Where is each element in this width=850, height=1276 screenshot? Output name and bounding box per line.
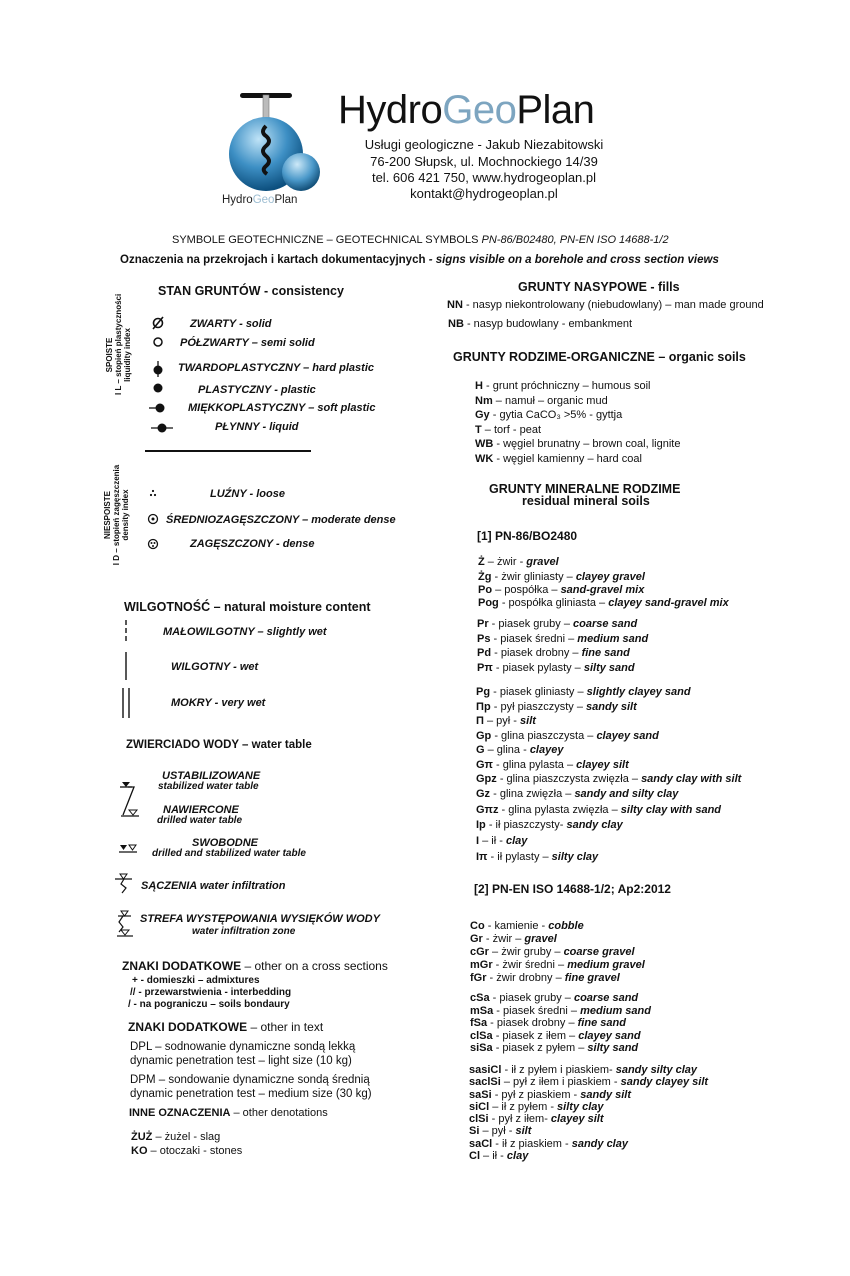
- soil-item: Gp - glina piaszczysta – clayey sand: [476, 729, 659, 742]
- auger-globe-icon: [218, 88, 328, 198]
- soil-item: I – ił - clay: [476, 835, 528, 847]
- filled-dot-icon: [152, 382, 164, 394]
- extra-text-item: DPM – sondowanie dynamiczne sondą średnią dynamic penetration test – medium size (30 kg): [130, 1074, 372, 1100]
- organic-item: H - grunt próchniczny – humous soil: [475, 380, 651, 392]
- mineral-group-6: [469, 1064, 708, 1162]
- density-item: LUŹNY - loose: [210, 488, 285, 500]
- standard-1-heading: [1] PN-86/BO2480: [477, 529, 578, 543]
- water-infiltration-icon: [113, 873, 135, 895]
- mineral-group-3: [476, 685, 741, 864]
- slashed-circle-icon: [150, 316, 166, 330]
- company-email[interactable]: kontakt@hydrogeoplan.pl: [410, 186, 558, 201]
- non-cohesive-side-label: NIESPOISTE I D – stopień zagęszczenia density index: [103, 464, 130, 566]
- soil-item: Ip - ił piaszczysty- sandy clay: [476, 818, 623, 831]
- consistency-item: ZWARTY - solid: [190, 318, 272, 330]
- moisture-item: WILGOTNY - wet: [171, 661, 259, 673]
- moisture-item: MOKRY - very wet: [171, 697, 266, 709]
- soil-item: mGr - żwir średni – medium gravel: [470, 959, 645, 971]
- soil-item: Gπ - glina pylasta – clayey silt: [476, 758, 629, 771]
- soil-item: sasiCl - ił z pyłem i piaskiem- sandy silty clay: [469, 1064, 698, 1076]
- mineral-subheading: residual mineral soils: [522, 494, 650, 508]
- soil-item: Si – pył - silt: [469, 1125, 532, 1138]
- moisture-heading: WILGOTNOŚĆ – natural moisture content: [124, 600, 371, 614]
- document-subtitle: Oznaczenia na przekrojach i kartach dokumentacyjnych - signs visible on a borehole and cross section views: [120, 254, 719, 266]
- document-title: SYMBOLE GEOTECHNICZNE – GEOTECHNICAL SYMBOLS PN-86/B02480, PN-EN ISO 14688-1/2: [172, 234, 669, 246]
- soil-item: cSa - piasek gruby – coarse sand: [470, 992, 639, 1004]
- stabilized-drilled-water-table-icon: [118, 782, 142, 822]
- organic-item: Nm – namuł – organic mud: [475, 394, 608, 407]
- mineral-group-4: [470, 920, 645, 985]
- dot-left-tick-icon: [148, 402, 166, 414]
- consistency-item: PÓŁZWARTY – semi solid: [180, 337, 315, 349]
- water-table-item-title: USTABILIZOWANE: [162, 770, 261, 782]
- soil-item: Po – pospółka – sand-gravel mix: [478, 584, 645, 596]
- water-table-item-title: STREFA WYSTĘPOWANIA WYSIĘKÓW WODY: [140, 913, 380, 925]
- mineral-group-1: [478, 555, 729, 611]
- brand-title: HydroGeoPlan: [338, 88, 595, 132]
- soil-item: clSi - pył z iłem- clayey silt: [469, 1113, 604, 1126]
- consistency-item: MIĘKKOPLASTYCZNY – soft plastic: [188, 402, 376, 414]
- soil-item: siSa - piasek z pyłem – silty sand: [470, 1042, 639, 1054]
- water-table-heading: ZWIERCIADO WODY – water table: [126, 739, 312, 751]
- soil-item: Iπ - ił pylasty – silty clay: [476, 850, 599, 863]
- water-table-item-sub: drilled water table: [157, 815, 243, 826]
- water-infiltration-zone-icon: [114, 910, 136, 938]
- soil-item: Pg - piasek gliniasty – slightly clayey sand: [476, 686, 691, 698]
- standard-2-heading: [2] PN-EN ISO 14688-1/2; Ap2:2012: [474, 882, 671, 896]
- dashed-line-icon: [123, 620, 129, 642]
- dot-horizontal-line-icon: [150, 422, 174, 434]
- double-line-icon: [121, 688, 131, 718]
- organic-list: [475, 379, 680, 466]
- fills-item: NN - nasyp niekontrolowany (niebudowlany) – man made ground: [447, 299, 764, 311]
- soil-item: Gz - glina zwięzła – sandy and silty clay: [476, 787, 679, 800]
- company-phone-web[interactable]: tel. 606 421 750, www.hydrogeoplan.pl: [371, 170, 597, 185]
- soil-item: fSa - piasek drobny – fine sand: [470, 1017, 626, 1029]
- water-table-item-title: SĄCZENIA water infiltration: [141, 880, 286, 892]
- other-heading: INNE OZNACZENIA – other denotations: [129, 1107, 328, 1119]
- organic-item: T – torf - peat: [475, 423, 542, 436]
- circle-dot-icon: [147, 513, 159, 525]
- moisture-item: MAŁOWILGOTNY – slightly wet: [163, 626, 327, 638]
- other-item: ŻUŻ – żużel - slag: [131, 1131, 221, 1143]
- other-item: KO – otoczaki - stones: [131, 1145, 243, 1157]
- extra-cross-heading: ZNAKI DODATKOWE – other on a cross sections: [122, 959, 388, 973]
- soil-item: Ż – żwir - gravel: [478, 556, 559, 568]
- organic-heading: GRUNTY RODZIME-ORGANICZNE – organic soils: [453, 350, 746, 364]
- extra-cross-item: / - na pograniczu – soils bondaury: [128, 999, 290, 1010]
- soil-item: Gπz - glina pylasta zwięzła – silty clay with sand: [476, 804, 722, 816]
- free-water-table-icon: [118, 843, 140, 855]
- organic-item: WK - węgiel kamienny – hard coal: [475, 452, 642, 465]
- extra-text-item: DPL – sodnowanie dynamiczne sondą lekką dynamic penetration test – light size (10 kg): [130, 1041, 356, 1067]
- mineral-group-5: [470, 992, 651, 1055]
- soil-item: clSa - piasek z iłem – clayey sand: [470, 1029, 641, 1042]
- consistency-item: TWARDOPLASTYCZNY – hard plastic: [178, 362, 374, 374]
- extra-cross-item: // - przewarstwienia - interbedding: [130, 987, 292, 998]
- soil-item: Pd - piasek drobny – fine sand: [477, 647, 630, 659]
- cohesive-side-label: SPOISTE I L – stopień plastyczności liquidity index: [105, 293, 132, 395]
- company-address: 76-200 Słupsk, ul. Mochnockiego 14/39: [370, 154, 598, 169]
- water-table-item-title: SWOBODNE: [192, 837, 258, 849]
- density-item: ZAGĘSZCZONY - dense: [190, 538, 315, 550]
- water-table-item-sub: drilled and stabilized water table: [152, 848, 306, 859]
- single-line-icon: [123, 652, 129, 680]
- extra-cross-item: + - domieszki – admixtures: [132, 975, 260, 986]
- soil-item: saclSi – pył z iłem i piaskiem - sandy clayey silt: [469, 1076, 709, 1089]
- fills-item: NB - nasyp budowlany - embankment: [448, 318, 633, 330]
- soil-item: Żg - żwir gliniasty – clayey gravel: [478, 570, 645, 583]
- soil-item: Ps - piasek średni – medium sand: [477, 632, 649, 645]
- soil-item: Πp - pył piaszczysty – sandy silt: [476, 700, 637, 713]
- company-name: Usługi geologiczne - Jakub Niezabitowski: [364, 137, 604, 152]
- circle-dots-icon: [147, 538, 159, 550]
- logo-small-text: HydroGeoPlan: [222, 194, 298, 206]
- open-circle-icon: [152, 336, 164, 348]
- extra-text-heading: ZNAKI DODATKOWE – other in text: [128, 1020, 324, 1034]
- divider: [145, 450, 311, 452]
- mineral-group-2: [477, 617, 648, 675]
- soil-item: Gr - żwir – gravel: [470, 933, 557, 945]
- soil-item: fGr - żwir drobny – fine gravel: [470, 972, 620, 984]
- mineral-heading: GRUNTY MINERALNE RODZIME: [489, 482, 681, 496]
- soil-item: Cl – ił - clay: [469, 1150, 529, 1163]
- logo: [218, 88, 328, 213]
- consistency-heading: STAN GRUNTÓW - consistency: [158, 284, 344, 298]
- water-table-item-sub: stabilized water table: [158, 781, 259, 792]
- soil-item: saCl - ił z piaskiem - sandy clay: [469, 1137, 628, 1150]
- density-item: ŚREDNIOZAGĘSZCZONY – moderate dense: [166, 514, 396, 526]
- soil-item: G – glina - clayey: [476, 744, 564, 756]
- dots-triangle-icon: [148, 488, 158, 498]
- water-table-item-sub: water infiltration zone: [192, 926, 296, 937]
- dot-vertical-tick-icon: [152, 360, 164, 378]
- soil-item: Gpz - glina piaszczysta zwięzła – sandy clay with silt: [476, 773, 742, 785]
- soil-item: mSa - piasek średni – medium sand: [470, 1004, 651, 1017]
- soil-item: saSi - pył z piaskiem - sandy silt: [469, 1088, 632, 1101]
- soil-item: Π – pył - silt: [476, 715, 536, 727]
- consistency-item: PLASTYCZNY - plastic: [198, 384, 316, 396]
- soil-item: Pr - piasek gruby – coarse sand: [477, 618, 638, 630]
- soil-item: Co - kamienie - cobble: [470, 920, 584, 932]
- soil-item: cGr – żwir gruby – coarse gravel: [470, 946, 635, 958]
- organic-item: WB - węgiel brunatny – brown coal, lignite: [475, 438, 681, 450]
- water-table-item-title: NAWIERCONE: [163, 804, 239, 816]
- soil-item: siCl – ił z pyłem - silty clay: [469, 1100, 604, 1113]
- soil-item: Pπ - piasek pylasty – silty sand: [477, 661, 635, 674]
- fills-heading: GRUNTY NASYPOWE - fills: [518, 280, 680, 294]
- soil-item: Pog - pospółka gliniasta – clayey sand-gravel mix: [478, 597, 729, 609]
- organic-item: Gy - gytia CaCO₃ >5% - gyttja: [475, 409, 623, 421]
- consistency-item: PŁYNNY - liquid: [215, 421, 299, 433]
